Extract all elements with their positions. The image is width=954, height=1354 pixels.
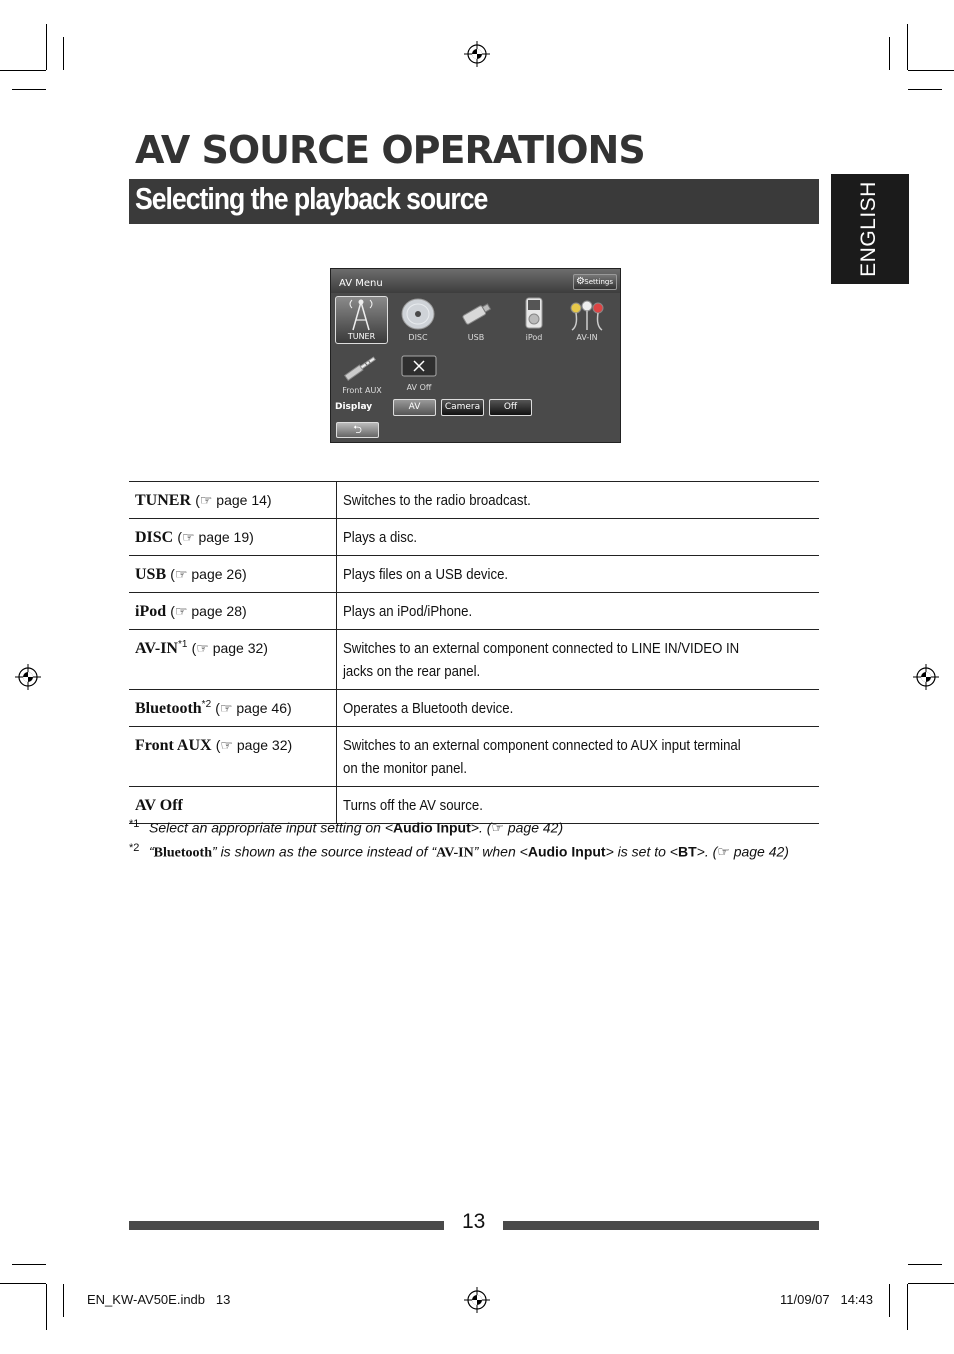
crop-mark	[46, 1284, 47, 1330]
source-description: Switches to an external component connected to AUX input terminal on the monitor panel.	[343, 737, 741, 777]
source-name: USB	[135, 566, 167, 583]
source-cell	[129, 482, 337, 519]
section-header	[129, 179, 819, 224]
crop-mark	[907, 1284, 908, 1330]
crop-mark	[908, 70, 954, 71]
display-label: Display	[335, 402, 373, 412]
description-cell	[337, 727, 820, 787]
crop-mark	[889, 37, 890, 70]
settings-button[interactable]	[573, 274, 617, 290]
page-reference: (☞ page 32)	[191, 640, 268, 656]
crop-mark	[63, 1284, 64, 1317]
av-in-button[interactable]	[562, 296, 612, 344]
crop-mark	[889, 1284, 890, 1317]
description-cell	[337, 482, 820, 519]
crop-mark	[63, 37, 64, 70]
table-row	[129, 519, 819, 556]
source-cell	[129, 556, 337, 593]
source-name: TUNER	[135, 492, 192, 509]
source-cell	[129, 519, 337, 556]
tuner-icon	[335, 296, 388, 336]
footnote-text: >. (☞ page 42)	[696, 843, 789, 860]
footnote-marker: *1	[129, 818, 140, 830]
back-arrow-icon: ⮌	[353, 423, 362, 436]
registration-mark-icon	[464, 1287, 490, 1313]
av-menu-screen	[330, 268, 621, 443]
page-reference: (☞ page 19)	[177, 529, 254, 545]
description-cell	[337, 630, 820, 690]
registration-mark-icon	[15, 664, 41, 690]
description-cell	[337, 690, 820, 727]
page-bar-left	[129, 1221, 444, 1230]
crop-mark	[0, 1283, 46, 1284]
crop-mark	[908, 1264, 942, 1265]
page-reference: (☞ page 26)	[170, 566, 247, 582]
disc-button[interactable]	[393, 296, 443, 344]
ipod-label: iPod	[525, 333, 543, 342]
source-description: Plays a disc.	[343, 529, 418, 546]
gear-icon: ⚙	[576, 276, 585, 287]
footnote-marker: *2	[129, 842, 140, 854]
print-slug-right: 11/09/07 14:43	[780, 1292, 874, 1307]
av-off-label: AV Off	[406, 383, 432, 392]
disc-label: DISC	[408, 333, 428, 342]
section-title: Selecting the playback source	[135, 181, 488, 216]
footnote-marker: *1	[177, 639, 188, 650]
crop-mark	[908, 89, 942, 90]
page-reference: (☞ page 14)	[195, 492, 272, 508]
source-name: Bluetooth	[135, 700, 202, 717]
source-description: Switches to the radio broadcast.	[343, 492, 531, 509]
table-row	[129, 690, 819, 727]
front-aux-label: Front AUX	[342, 386, 382, 395]
av-off-button[interactable]	[397, 349, 441, 397]
table-row	[129, 482, 819, 519]
footnote-1	[129, 818, 563, 837]
footnote-bold: AV-IN	[436, 845, 474, 861]
footnote-text: ” is shown as the source instead of “	[212, 843, 437, 860]
source-name: iPod	[135, 603, 167, 620]
front-aux-button[interactable]	[335, 349, 389, 397]
ipod-icon	[509, 296, 559, 332]
close-icon	[397, 349, 441, 385]
source-name: Front AUX	[135, 737, 212, 754]
crop-mark	[12, 89, 46, 90]
source-cell	[129, 727, 337, 787]
description-cell	[337, 519, 820, 556]
display-off-button[interactable]: Off	[489, 399, 532, 416]
footnote-bold: Bluetooth	[153, 845, 213, 861]
settings-label: Settings	[584, 278, 613, 286]
page-bar-right	[503, 1221, 819, 1230]
source-name: DISC	[135, 529, 174, 546]
tuner-button[interactable]	[335, 296, 388, 344]
footnote-marker: *2	[201, 699, 212, 710]
av-menu-title: AV Menu	[339, 278, 383, 289]
back-button[interactable]	[336, 422, 379, 438]
display-av-button[interactable]: AV	[393, 399, 436, 416]
language-label: ENGLISH	[857, 181, 880, 277]
av-in-icon	[562, 296, 612, 332]
footnote-text: Select an appropriate input setting on <	[149, 819, 394, 836]
source-cell	[129, 690, 337, 727]
registration-mark-icon	[913, 664, 939, 690]
footnote-2	[129, 842, 789, 862]
tuner-label: TUNER	[347, 332, 376, 341]
footnote-bold: BT	[677, 843, 697, 860]
crop-mark	[46, 24, 47, 70]
source-name: AV Off	[135, 797, 183, 814]
table-row	[129, 630, 819, 690]
disc-icon	[393, 296, 443, 332]
source-description: Operates a Bluetooth device.	[343, 700, 514, 717]
usb-icon	[451, 296, 501, 332]
source-table	[129, 481, 819, 824]
page-title: AV SOURCE OPERATIONS	[135, 128, 645, 172]
print-slug-left: EN_KW-AV50E.indb 13	[87, 1292, 231, 1307]
footnote-bold: Audio Input	[393, 819, 471, 836]
footnote-bold: Audio Input	[527, 843, 606, 860]
table-row	[129, 556, 819, 593]
av-in-label: AV-IN	[576, 333, 598, 342]
source-description: Plays an iPod/iPhone.	[343, 603, 473, 620]
ipod-button[interactable]	[509, 296, 559, 344]
page-number: 13	[462, 1210, 486, 1233]
front-aux-icon	[335, 349, 389, 385]
description-cell	[337, 556, 820, 593]
page-reference: (☞ page 28)	[170, 603, 247, 619]
source-cell	[129, 593, 337, 630]
description-cell	[337, 593, 820, 630]
registration-mark-icon	[464, 41, 490, 67]
crop-mark	[12, 1264, 46, 1265]
source-name: AV-IN	[135, 640, 178, 657]
page-reference: (☞ page 32)	[215, 737, 293, 753]
footnote-text: > is set to <	[605, 843, 678, 860]
display-camera-button[interactable]: Camera	[441, 399, 484, 416]
crop-mark	[908, 1283, 954, 1284]
footnote-text: ” when <	[473, 843, 528, 860]
table-row	[129, 593, 819, 630]
source-cell	[129, 630, 337, 690]
source-description: Switches to an external component connected to LINE IN/VIDEO IN jacks on the rear panel.	[343, 640, 740, 680]
usb-label: USB	[467, 333, 485, 342]
source-description: Turns off the AV source.	[343, 797, 483, 814]
table-row	[129, 727, 819, 787]
page-reference: (☞ page 46)	[215, 700, 292, 716]
usb-button[interactable]	[451, 296, 501, 344]
source-description: Plays files on a USB device.	[343, 566, 509, 583]
crop-mark	[0, 70, 46, 71]
crop-mark	[907, 24, 908, 70]
language-tab	[831, 174, 909, 284]
footnote-text: >. (☞ page 42)	[470, 819, 564, 836]
footnote-text: “	[149, 843, 154, 860]
